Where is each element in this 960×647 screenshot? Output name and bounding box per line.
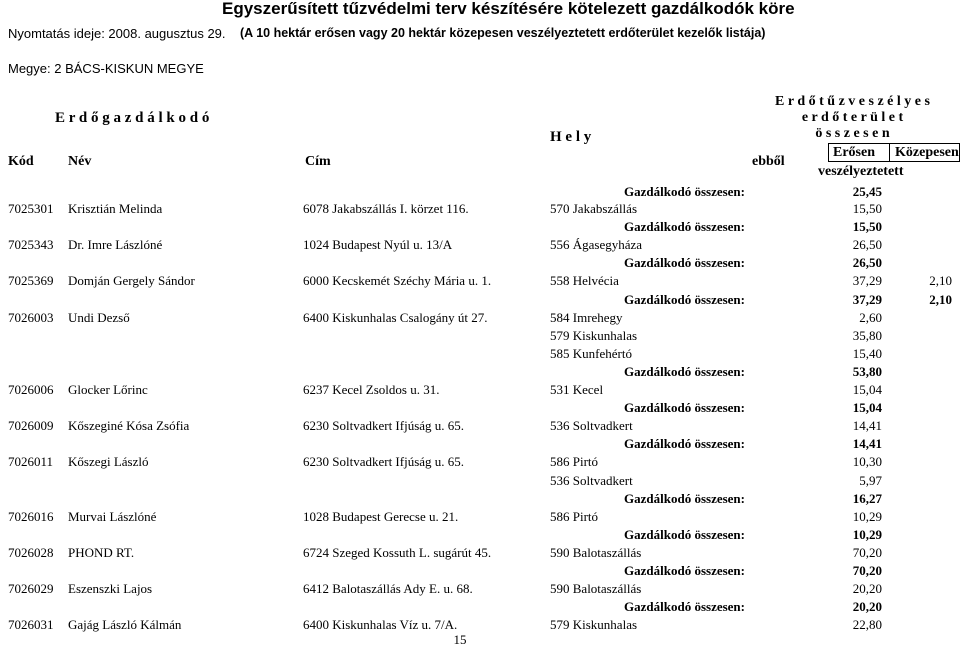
record-code: 7026028 (8, 544, 54, 560)
record-place: 579 Kiskunhalas (550, 327, 638, 343)
record-sum-label: Gazdálkodó összesen: (624, 436, 745, 452)
record-address: 6724 Szeged Kossuth L. sugárút 45. (303, 544, 492, 560)
record-total: 20,20 (852, 581, 882, 597)
record-total: 37,29 (852, 273, 882, 289)
record-total: 14,41 (852, 418, 882, 434)
record-code: 7026011 (8, 454, 54, 470)
record-sum-total: 70,20 (852, 563, 882, 578)
record-sum-label: Gazdálkodó összesen: (624, 219, 745, 235)
first-total-value: 25,45 (852, 184, 882, 199)
record-address: 6000 Kecskemét Széchy Mária u. 1. (303, 273, 492, 289)
record-total: 26,50 (852, 237, 882, 253)
record-sum-total: 14,41 (852, 436, 882, 452)
record-sum-total: 15,04 (852, 400, 882, 416)
record-name: Krisztián Melinda (68, 201, 163, 216)
record-name: PHOND RT. (68, 544, 135, 560)
record-place: 556 Ágasegyháza (550, 237, 643, 253)
record-address: 1028 Budapest Gerecse u. 21. (303, 508, 459, 524)
header-code: Kód (8, 154, 34, 169)
record-address: 6230 Soltvadkert Ifjúság u. 65. (303, 454, 465, 470)
record-total: 15,04 (852, 382, 882, 397)
header-strong: Erősen (833, 145, 875, 160)
record-place: 586 Pirtó (550, 454, 599, 470)
record-sum-label: Gazdálkodó összesen: (624, 363, 745, 379)
record-place: 570 Jakabszállás (550, 201, 638, 216)
header-endangered: veszélyeztetett (818, 164, 904, 179)
record-sum-total: 26,50 (852, 255, 882, 271)
record-total: 5,97 (859, 472, 882, 488)
record-address: 6400 Kiskunhalas Víz u. 7/A. (303, 617, 458, 633)
header-name: Név (68, 154, 92, 169)
record-place: 531 Kecel (550, 382, 604, 397)
record-address: 6237 Kecel Zsoldos u. 31. (303, 382, 440, 397)
record-total: 10,30 (852, 454, 882, 470)
record-place: 585 Kunfehértó (550, 345, 632, 361)
record-place: 536 Soltvadkert (550, 472, 633, 488)
header-of-which: ebből (752, 154, 785, 169)
header-address: Cím (305, 154, 331, 169)
record-sum-total: 16,27 (852, 490, 882, 506)
record-total: 2,60 (859, 309, 882, 325)
record-total: 70,20 (852, 544, 882, 560)
county-label: Megye: 2 BÁCS-KISKUN MEGYE (8, 61, 204, 76)
record-total: 15,40 (852, 345, 882, 361)
record-name: Eszenszki Lajos (68, 581, 153, 597)
header-medium: Közepesen (895, 145, 959, 160)
header-medium-box (890, 143, 960, 162)
record-place: 584 Imrehegy (550, 309, 623, 325)
header-strong-box (828, 143, 890, 162)
page-title: Egyszerűsített tűzvédelmi terv készítésére kötelezett gazdálkodók köre (222, 0, 795, 18)
record-total: 10,29 (852, 508, 882, 524)
header-place: H e l y (550, 129, 592, 145)
record-name: Domján Gergely Sándor (68, 273, 195, 289)
record-sum-total: 37,29 (852, 291, 882, 307)
page-number: 15 (453, 632, 467, 647)
record-name: Kőszeginé Kósa Zsófia (68, 418, 190, 434)
record-sum-total: 15,50 (852, 219, 882, 235)
first-total-label: Gazdálkodó összesen: (624, 184, 745, 199)
page-subtitle: (A 10 hektár erősen vagy 20 hektár közepesen veszélyeztetett erdőterület kezelők listája) (240, 26, 766, 40)
record-total: 35,80 (852, 327, 882, 343)
record-sum-total: 20,20 (852, 599, 882, 615)
record-sum-label: Gazdálkodó összesen: (624, 599, 745, 615)
record-name: Glocker Lőrinc (68, 382, 148, 397)
record-address: 6078 Jakabszállás I. körzet 116. (303, 201, 469, 216)
record-name: Undi Dezső (68, 309, 130, 325)
record-place: 586 Pirtó (550, 508, 599, 524)
record-total: 22,80 (852, 617, 882, 633)
record-address: 6400 Kiskunhalas Csalogány út 27. (303, 309, 488, 325)
record-code: 7026003 (8, 309, 54, 325)
record-code: 7026029 (8, 581, 54, 597)
record-name: Murvai Lászlóné (68, 508, 157, 524)
record-code: 7026031 (8, 617, 54, 633)
record-place: 579 Kiskunhalas (550, 617, 638, 633)
record-code: 7025343 (8, 237, 54, 253)
header-manager: E r d ő g a z d á l k o d ó (55, 110, 210, 126)
record-sum-label: Gazdálkodó összesen: (624, 255, 745, 271)
record-sum-total: 53,80 (852, 363, 882, 379)
record-code: 7026006 (8, 382, 54, 397)
record-address: 6412 Balotaszállás Ady E. u. 68. (303, 581, 473, 597)
record-sum-label: Gazdálkodó összesen: (624, 563, 745, 578)
record-name: Kőszegi László (68, 454, 149, 470)
record-sum-label: Gazdálkodó összesen: (624, 400, 745, 416)
record-total: 15,50 (852, 201, 882, 216)
record-sum-label: Gazdálkodó összesen: (624, 490, 745, 506)
record-medium: 2,10 (929, 273, 952, 289)
header-fire-line1: E r d ő t ű z v e s z é l y e s (775, 94, 930, 109)
record-address: 1024 Budapest Nyúl u. 13/A (303, 237, 453, 253)
record-code: 7025369 (8, 273, 54, 289)
header-fire-line3: ö s s z e s e n (815, 126, 890, 141)
record-address: 6230 Soltvadkert Ifjúság u. 65. (303, 418, 465, 434)
record-place: 558 Helvécia (550, 273, 619, 289)
record-name: Gajág László Kálmán (68, 617, 182, 633)
record-code: 7025301 (8, 201, 54, 216)
record-sum-label: Gazdálkodó összesen: (624, 526, 745, 542)
header-fire-line2: e r d ő t e r ü l e t (801, 110, 904, 125)
record-name: Dr. Imre Lászlóné (68, 237, 163, 253)
record-place: 590 Balotaszállás (550, 544, 642, 560)
record-sum-label: Gazdálkodó összesen: (624, 291, 745, 307)
record-code: 7026009 (8, 418, 54, 434)
record-place: 536 Soltvadkert (550, 418, 633, 434)
record-sum-medium: 2,10 (929, 291, 952, 307)
print-date: Nyomtatás ideje: 2008. augusztus 29. (8, 26, 226, 41)
record-place: 590 Balotaszállás (550, 581, 642, 597)
record-code: 7026016 (8, 508, 54, 524)
record-sum-total: 10,29 (852, 526, 882, 542)
